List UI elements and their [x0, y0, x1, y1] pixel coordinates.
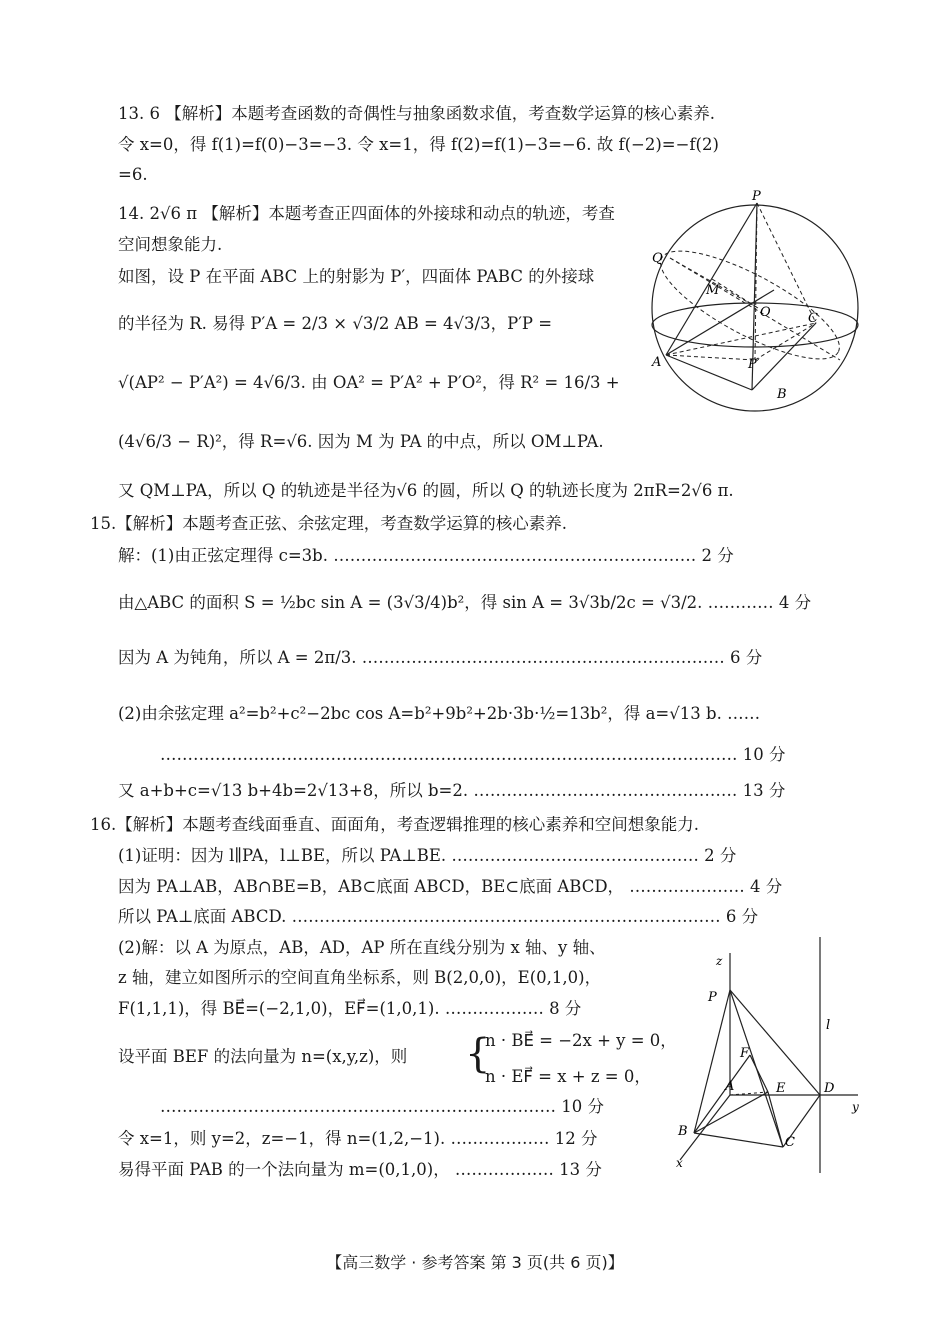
fig16-label-D: D: [824, 1081, 835, 1096]
pyramid-figure: [668, 935, 868, 1175]
fig14-label-B: B: [777, 387, 787, 402]
fig16-label-E: E: [776, 1081, 786, 1096]
q16-equation-2: n · EF⃗ = x + z = 0，: [485, 1067, 651, 1086]
sphere-outline: [652, 205, 858, 411]
fig16-label-l: l: [826, 1018, 831, 1033]
q14-line-2: 空间想象能力.: [118, 235, 223, 254]
q14-line-3: 如图，设 P 在平面 ABC 上的射影为 P′，四面体 PABC 的外接球: [118, 267, 595, 286]
sphere-figure: [640, 190, 870, 415]
q16-line-6: z 轴，建立如图所示的空间直角坐标系，则 B(2,0,0)，E(0,1,0)，: [118, 968, 602, 987]
q16-line-8-prefix: 设平面 BEF 的法向量为 n=(x,y,z)，则: [118, 1047, 408, 1066]
q15-line-7: 又 a+b+c=√13 b+4b=2√13+8，所以 b=2. ………………………………………… 13 分: [118, 781, 786, 800]
q15-line-5: (2)由余弦定理 a²=b²+c²−2bc cos A=b²+9b²+2b·3b·½=13b²，得 a=√13 b. ……: [118, 704, 761, 723]
q13-line-1: 13. 6 【解析】本题考查函数的奇偶性与抽象函数求值，考查数学运算的核心素养.: [118, 104, 715, 123]
q16-equation-1: n · BE⃗ = −2x + y = 0，: [485, 1031, 677, 1050]
page-footer: 【高三数学 · 参考答案 第 3 页(共 6 页)】: [326, 1253, 624, 1272]
q16-line-3: 因为 PA⊥AB，AB∩BE=B，AB⊂底面 ABCD，BE⊂底面 ABCD， ………………… 4 分: [118, 877, 783, 896]
fig16-label-A: A: [725, 1079, 735, 1094]
q14-line-1: 14. 2√6 π 【解析】本题考查正四面体的外接球和动点的轨迹，考查: [118, 204, 615, 223]
q16-line-5: (2)解：以 A 为原点，AB，AD，AP 所在直线分别为 x 轴、y 轴、: [118, 938, 606, 957]
fig16-label-y: y: [852, 1100, 859, 1114]
q15-line-2: 解：(1)由正弦定理得 c=3b. ………………………………………………………… 2 分: [118, 546, 734, 565]
q15-line-6: …………………………………………………………………………………………… 10 分: [160, 745, 786, 764]
q14-line-5: √(AP² − P′A²) = 4√6/3. 由 OA² = P′A² + P′O²，得 R² = 16/3 +: [118, 373, 620, 392]
q14-line-6: (4√6/3 − R)²，得 R=√6. 因为 M 为 PA 的中点，所以 OM⊥PA.: [118, 432, 604, 451]
q14-line-4: 的半径为 R. 易得 P′A = 2/3 × √3/2 AB = 4√3/3，P′P =: [118, 314, 553, 333]
q15-line-1: 15.【解析】本题考查正弦、余弦定理，考查数学运算的核心素养.: [90, 514, 567, 533]
q16-line-1: 16.【解析】本题考查线面垂直、面面角，考查逻辑推理的核心素养和空间想象能力.: [90, 815, 699, 834]
q13-line-2: 令 x=0，得 f(1)=f(0)−3=−3. 令 x=1，得 f(2)=f(1)−3=−6. 故 f(−2)=−f(2): [118, 135, 719, 154]
q15-line-4: 因为 A 为钝角，所以 A = 2π/3. ………………………………………………………… 6 分: [118, 648, 763, 667]
fig14-label-O: O: [760, 305, 771, 320]
fig16-label-P: P: [708, 990, 717, 1005]
q16-line-4: 所以 PA⊥底面 ABCD. …………………………………………………………………… 6 分: [118, 907, 759, 926]
q16-line-10: 令 x=1，则 y=2，z=−1，得 n=(1,2,−1). ……………… 12 分: [118, 1129, 598, 1148]
fig16-label-z: z: [716, 954, 723, 968]
fig16-label-C: C: [785, 1135, 795, 1150]
fig16-label-B: B: [678, 1124, 688, 1139]
fig14-label-A: A: [652, 355, 662, 370]
fig14-label-C: C: [808, 311, 818, 326]
fig14-label-Q: Q: [652, 251, 663, 266]
system-brace: {: [465, 1031, 491, 1077]
q16-line-11: 易得平面 PAB 的一个法向量为 m=(0,1,0)， ……………… 13 分: [118, 1160, 602, 1179]
q16-line-9: ……………………………………………………………… 10 分: [160, 1097, 604, 1116]
fig16-label-F: F: [740, 1046, 750, 1061]
q15-line-3: 由△ABC 的面积 S = ½bc sin A = (3√3/4)b²，得 sin A = 3√3b/2c = √3/2. ………… 4 分: [118, 593, 812, 612]
q16-line-7: F(1,1,1)，得 BE⃗=(−2,1,0)，EF⃗=(1,0,1). ……………… 8 分: [118, 999, 582, 1018]
fig16-label-x: x: [676, 1156, 683, 1170]
fig14-label-P: P: [752, 190, 761, 204]
fig14-label-P-prime: P′: [748, 357, 760, 372]
q16-line-2: (1)证明：因为 l∥PA，l⊥BE，所以 PA⊥BE. ……………………………………… 2 分: [118, 846, 737, 865]
fig14-label-M: M: [706, 283, 720, 298]
q14-line-7: 又 QM⊥PA，所以 Q 的轨迹是半径为√6 的圆，所以 Q 的轨迹长度为 2πR=2√6 π.: [118, 481, 734, 500]
q13-line-3: =6.: [118, 165, 148, 184]
